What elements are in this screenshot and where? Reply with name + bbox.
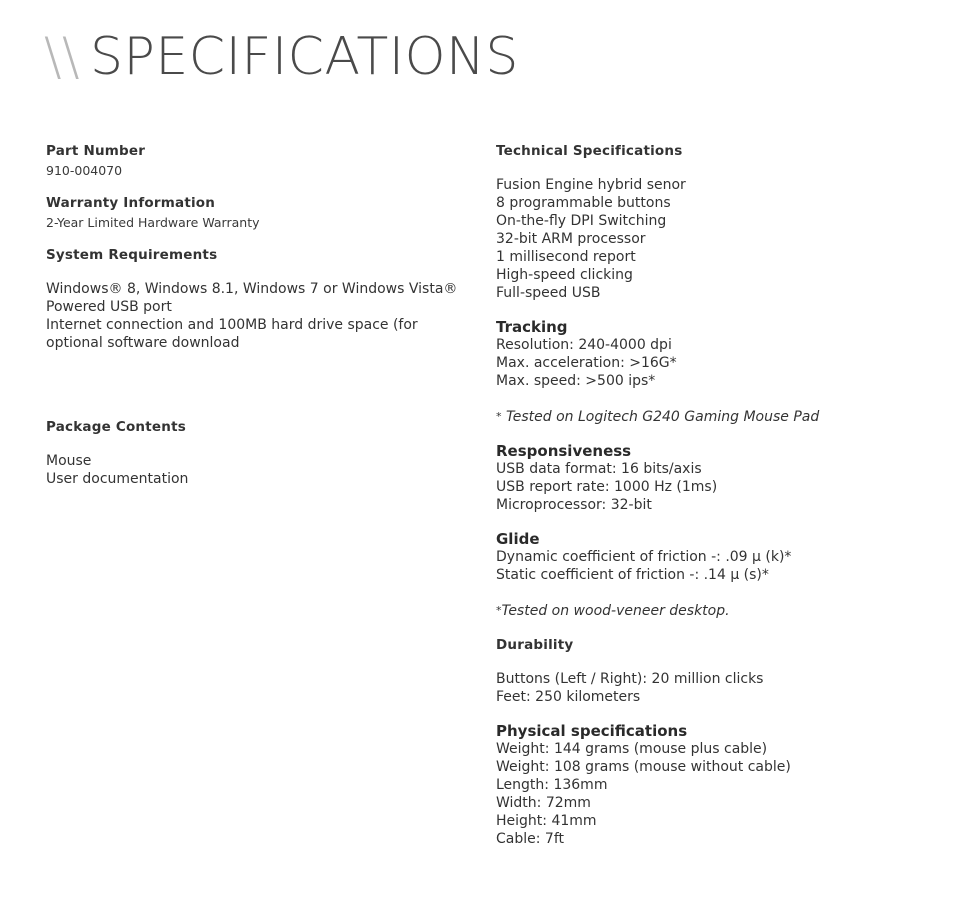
glide-heading: Glide bbox=[496, 530, 540, 548]
tracking-note-star: * bbox=[496, 410, 502, 423]
part-number-value: 910-004070 bbox=[46, 163, 123, 178]
tracking-heading: Tracking bbox=[496, 318, 568, 336]
tracking-note bbox=[496, 408, 936, 426]
part-number-heading: Part Number bbox=[46, 143, 146, 159]
responsiveness-line: USB data format: 16 bits/axis bbox=[496, 461, 702, 477]
tech-spec-line: 1 millisecond report bbox=[496, 249, 636, 265]
glide-note bbox=[496, 602, 936, 620]
package-content-line: User documentation bbox=[46, 471, 189, 487]
system-requirements-heading: System Requirements bbox=[46, 247, 218, 263]
package-content-line: Mouse bbox=[46, 453, 92, 469]
physical-spec-line: Weight: 108 grams (mouse without cable) bbox=[496, 759, 791, 775]
package-contents-list bbox=[46, 452, 466, 488]
title-slashes: \\ bbox=[44, 27, 81, 87]
physical-spec-line: Cable: 7ft bbox=[496, 831, 564, 847]
tech-spec-line: Full-speed USB bbox=[496, 285, 601, 301]
tech-spec-line: Fusion Engine hybrid senor bbox=[496, 177, 686, 193]
glide-line: Static coefficient of friction -: .14 µ (s)* bbox=[496, 567, 769, 583]
system-requirement-line: Internet connection and 100MB hard drive space (for bbox=[46, 317, 418, 333]
tracking-line: Max. speed: >500 ips* bbox=[496, 373, 656, 389]
tech-spec-line: High-speed clicking bbox=[496, 267, 633, 283]
tracking-line: Max. acceleration: >16G* bbox=[496, 355, 677, 371]
responsiveness-line: USB report rate: 1000 Hz (1ms) bbox=[496, 479, 718, 495]
tech-spec-line: 32-bit ARM processor bbox=[496, 231, 646, 247]
warranty-heading: Warranty Information bbox=[46, 195, 216, 211]
glide-note-star: * bbox=[496, 604, 502, 617]
title-text: SPECIFICATIONS bbox=[90, 27, 519, 87]
physical-spec-line: Weight: 144 grams (mouse plus cable) bbox=[496, 741, 768, 757]
durability-list bbox=[496, 670, 936, 706]
durability-heading: Durability bbox=[496, 637, 574, 653]
warranty-value: 2-Year Limited Hardware Warranty bbox=[46, 215, 260, 230]
left-column bbox=[46, 142, 466, 488]
durability-line: Buttons (Left / Right): 20 million clicks bbox=[496, 671, 764, 687]
tech-spec-line: On-the-fly DPI Switching bbox=[496, 213, 667, 229]
system-requirement-line: Windows® 8, Windows 8.1, Windows 7 or Windows Vista® bbox=[46, 281, 458, 297]
physical-spec-line: Length: 136mm bbox=[496, 777, 608, 793]
durability-line: Feet: 250 kilometers bbox=[496, 689, 641, 705]
tech-spec-line: 8 programmable buttons bbox=[496, 195, 671, 211]
responsiveness-line: Microprocessor: 32-bit bbox=[496, 497, 652, 513]
physical-spec-line: Width: 72mm bbox=[496, 795, 591, 811]
page-title bbox=[44, 22, 519, 92]
technical-specifications-heading: Technical Specifications bbox=[496, 143, 683, 159]
right-column bbox=[496, 142, 936, 848]
physical-specifications-heading: Physical specifications bbox=[496, 722, 688, 740]
responsiveness-heading: Responsiveness bbox=[496, 442, 632, 460]
physical-spec-line: Height: 41mm bbox=[496, 813, 597, 829]
system-requirement-line: optional software download bbox=[46, 335, 240, 351]
tracking-line: Resolution: 240-4000 dpi bbox=[496, 337, 672, 353]
glide-line: Dynamic coefficient of friction -: .09 µ (k)* bbox=[496, 549, 792, 565]
package-contents-heading: Package Contents bbox=[46, 419, 186, 435]
glide-note-text: Tested on wood-veneer desktop. bbox=[501, 603, 730, 619]
technical-specifications-list bbox=[496, 176, 936, 302]
tracking-note-text: Tested on Logitech G240 Gaming Mouse Pad bbox=[501, 409, 820, 425]
system-requirement-line: Powered USB port bbox=[46, 299, 172, 315]
system-requirements-list bbox=[46, 280, 466, 352]
